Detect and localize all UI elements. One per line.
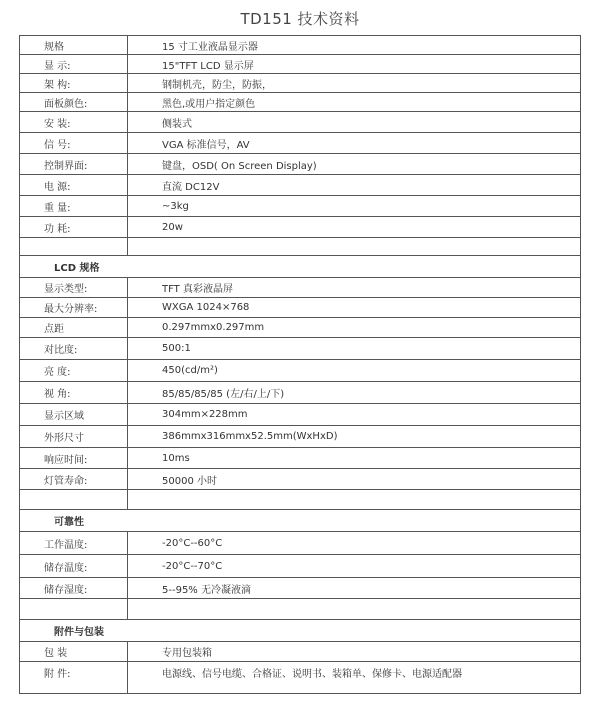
row-label: 外形尺寸: [20, 426, 128, 448]
row-value: 0.297mmx0.297mm: [128, 318, 581, 338]
row-label: 重 量:: [20, 196, 128, 217]
row-label: 对比度:: [20, 338, 128, 360]
row-value: 直流 DC12V: [128, 175, 581, 196]
row-label: 控制界面:: [20, 154, 128, 175]
table-row: [20, 448, 581, 469]
table-row: [20, 662, 581, 694]
table-row: [20, 55, 581, 74]
table-row: [20, 196, 581, 217]
row-label: 视 角:: [20, 382, 128, 404]
table-row: [20, 36, 581, 55]
row-label: 响应时间:: [20, 448, 128, 469]
row-label: 点距: [20, 318, 128, 338]
row-label: 亮 度:: [20, 360, 128, 382]
table-row: [20, 112, 581, 133]
table-row: [20, 217, 581, 238]
blank-row: [20, 238, 581, 256]
row-label: 储存湿度:: [20, 578, 128, 599]
section-title: 附件与包装: [20, 620, 581, 642]
table-row: [20, 338, 581, 360]
row-value: 450(cd/m²): [128, 360, 581, 382]
row-value: 304mm×228mm: [128, 404, 581, 426]
table-row: [20, 298, 581, 318]
row-label: 功 耗:: [20, 217, 128, 238]
row-value: 15 寸工业液晶显示器: [128, 36, 581, 55]
row-value: TFT 真彩液晶屏: [128, 278, 581, 298]
section-title: 可靠性: [20, 510, 581, 532]
row-value: 专用包装箱: [128, 642, 581, 662]
row-value: 85/85/85/85 (左/右/上/下): [128, 382, 581, 404]
row-value: ~3kg: [128, 196, 581, 217]
table-row: [20, 74, 581, 93]
row-label: 包 装: [20, 642, 128, 662]
row-value: VGA 标准信号，AV: [128, 133, 581, 154]
table-row: [20, 469, 581, 490]
row-label: 安 装:: [20, 112, 128, 133]
table-row: [20, 360, 581, 382]
row-label: 储存温度:: [20, 555, 128, 578]
section-header-reliability: [20, 510, 581, 532]
row-value: 15"TFT LCD 显示屏: [128, 55, 581, 74]
row-label: 灯管寿命:: [20, 469, 128, 490]
row-value: 5--95% 无冷凝液滴: [128, 578, 581, 599]
row-label: 电 源:: [20, 175, 128, 196]
table-row: [20, 555, 581, 578]
table-row: [20, 93, 581, 112]
row-value: 500:1: [128, 338, 581, 360]
table-row: [20, 175, 581, 196]
row-value: 黑色,或用户指定颜色: [128, 93, 581, 112]
row-value: 钢制机壳，防尘，防振，: [128, 74, 581, 93]
row-value: 电源线、信号电缆、合格证、说明书、装箱单、保修卡、电源适配器: [128, 662, 581, 694]
table-row: [20, 278, 581, 298]
row-value: WXGA 1024×768: [128, 298, 581, 318]
table-row: [20, 318, 581, 338]
row-label: 信 号:: [20, 133, 128, 154]
row-value: 10ms: [128, 448, 581, 469]
row-label: 显 示:: [20, 55, 128, 74]
section-header-lcd: [20, 256, 581, 278]
row-label: 规格: [20, 36, 128, 55]
table-row: [20, 382, 581, 404]
table-row: [20, 532, 581, 555]
row-value: 386mmx316mmx52.5mm(WxHxD): [128, 426, 581, 448]
table-row: [20, 426, 581, 448]
table-row: [20, 404, 581, 426]
blank-row: [20, 490, 581, 510]
row-value: -20°C--70°C: [128, 555, 581, 578]
section-title: LCD 规格: [20, 256, 581, 278]
row-value: 20w: [128, 217, 581, 238]
row-label: 面板颜色:: [20, 93, 128, 112]
table-row: [20, 154, 581, 175]
spec-table: [19, 35, 581, 694]
table-row: [20, 133, 581, 154]
table-row: [20, 642, 581, 662]
blank-row: [20, 599, 581, 620]
row-label: 显示区域: [20, 404, 128, 426]
row-label: 附 件:: [20, 662, 128, 694]
row-label: 工作温度:: [20, 532, 128, 555]
row-label: 显示类型:: [20, 278, 128, 298]
page-title: TD151 技术资料: [240, 10, 360, 28]
table-row: [20, 578, 581, 599]
row-value: 侧装式: [128, 112, 581, 133]
row-value: -20°C--60°C: [128, 532, 581, 555]
row-value: 50000 小时: [128, 469, 581, 490]
row-label: 最大分辨率:: [20, 298, 128, 318]
section-header-accessories: [20, 620, 581, 642]
row-label: 架 构:: [20, 74, 128, 93]
row-value: 键盘，OSD( On Screen Display): [128, 154, 581, 175]
